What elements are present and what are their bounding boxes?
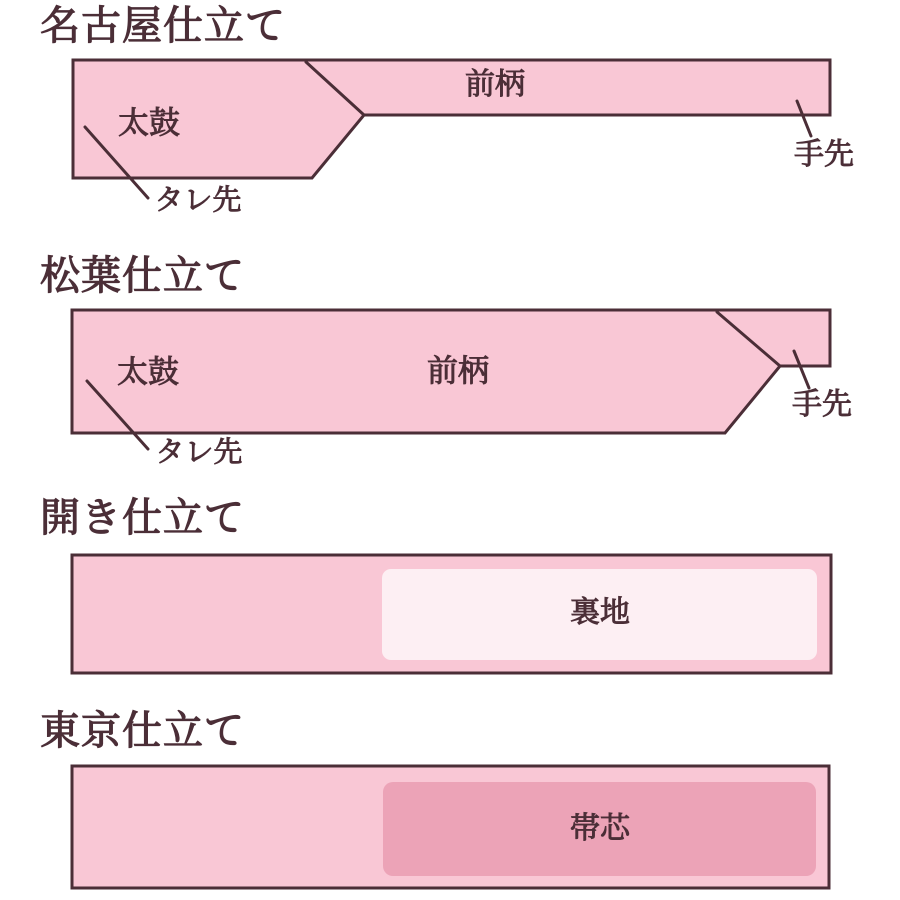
section-title-tokyo: 東京仕立て (40, 708, 245, 754)
label-maegara-nagoya: 前柄 (465, 67, 525, 102)
label-taiko-nagoya: 太鼓 (118, 105, 180, 142)
label-uraji: 裏地 (570, 595, 630, 630)
section-title-matsuba: 松葉仕立て (40, 253, 245, 299)
label-taresaki-nagoya: タレ先 (154, 182, 242, 217)
label-maegara-matsuba: 前柄 (427, 353, 489, 390)
label-obishin: 帯芯 (570, 811, 630, 846)
label-taiko-matsuba: 太鼓 (117, 354, 179, 391)
label-tesaki-matsuba: 手先 (792, 387, 852, 422)
section-title-hiraki: 開き仕立て (40, 495, 245, 541)
label-tesaki-nagoya: 手先 (794, 137, 854, 172)
section-title-nagoya: 名古屋仕立て (40, 3, 286, 49)
label-taresaki-matsuba: タレ先 (155, 434, 243, 469)
obi-shape-nagoya (73, 60, 830, 198)
obi-body-nagoya (73, 60, 830, 178)
obi-shape-hiraki (72, 555, 831, 673)
obi-shape-tokyo (72, 766, 829, 888)
